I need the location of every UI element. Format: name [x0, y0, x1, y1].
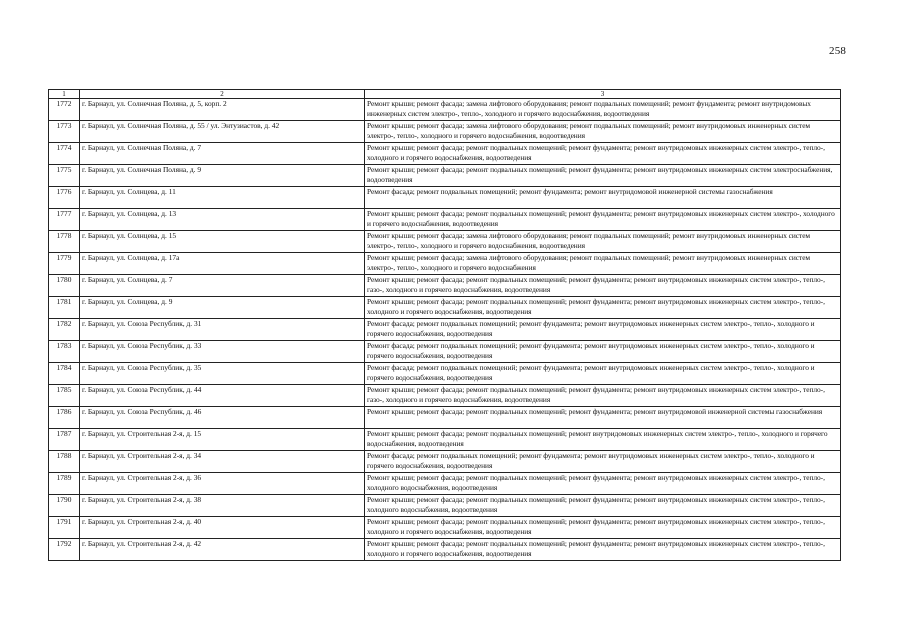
- row-number: 1784: [49, 363, 80, 385]
- row-number: 1772: [49, 99, 80, 121]
- row-number: 1778: [49, 231, 80, 253]
- address-cell: г. Барнаул, ул. Строительная 2-я, д. 42: [80, 539, 365, 561]
- works-cell: Ремонт крыши; ремонт фасада; замена лифтового оборудования; ремонт подвальных помещений; ремонт внутридомовых инженерных систем электро-, тепло-, холодного и горячего водоснабжения, водоотведения: [365, 231, 841, 253]
- table-row: [49, 341, 841, 363]
- row-number: 1779: [49, 253, 80, 275]
- column-header: 2: [80, 90, 365, 99]
- row-number: 1782: [49, 319, 80, 341]
- address-cell: г. Барнаул, ул. Строительная 2-я, д. 38: [80, 495, 365, 517]
- address-cell: г. Барнаул, ул. Солнечная Поляна, д. 5, корп. 2: [80, 99, 365, 121]
- address-cell: г. Барнаул, ул. Солнцева, д. 17а: [80, 253, 365, 275]
- works-cell: Ремонт крыши; ремонт фасада; ремонт подвальных помещений; ремонт фундамента; ремонт внутридомовых инженерных систем электро-, тепло-, холодного водоснабжения, водоотведения: [365, 473, 841, 495]
- works-cell: Ремонт крыши; ремонт фасада; ремонт подвальных помещений; ремонт фундамента; ремонт внутридомовых инженерных систем электро-, тепло-, холодного водоснабжения, водоотведения: [365, 495, 841, 517]
- table-row: [49, 143, 841, 165]
- row-number: 1773: [49, 121, 80, 143]
- table-row: [49, 539, 841, 561]
- address-cell: г. Барнаул, ул. Солнечная Поляна, д. 55 / ул. Энтузиастов, д. 42: [80, 121, 365, 143]
- table-row: [49, 209, 841, 231]
- row-number: 1792: [49, 539, 80, 561]
- works-cell: Ремонт крыши; ремонт фасада; ремонт подвальных помещений; ремонт фундамента; ремонт внутридомовых инженерных систем электро-, тепло-, холодного и горячего водоснабжения, водоотведения: [365, 539, 841, 561]
- row-number: 1774: [49, 143, 80, 165]
- row-number: 1787: [49, 429, 80, 451]
- table-row: [49, 429, 841, 451]
- works-cell: Ремонт фасада; ремонт подвальных помещений; ремонт фундамента; ремонт внутридомовых инженерных систем электро-, тепло-, холодного и горячего водоснабжения, водоотведения: [365, 363, 841, 385]
- address-cell: г. Барнаул, ул. Солнцева, д. 9: [80, 297, 365, 319]
- table-row: [49, 297, 841, 319]
- table-row: [49, 363, 841, 385]
- row-number: 1788: [49, 451, 80, 473]
- page-number: 258: [829, 45, 847, 57]
- address-cell: г. Барнаул, ул. Союза Республик, д. 44: [80, 385, 365, 407]
- address-cell: г. Барнаул, ул. Солнцева, д. 15: [80, 231, 365, 253]
- row-number: 1785: [49, 385, 80, 407]
- address-cell: г. Барнаул, ул. Солнечная Поляна, д. 9: [80, 165, 365, 187]
- address-cell: г. Барнаул, ул. Союза Республик, д. 31: [80, 319, 365, 341]
- table-header-row: [49, 90, 841, 99]
- address-cell: г. Барнаул, ул. Союза Республик, д. 33: [80, 341, 365, 363]
- works-cell: Ремонт фасада; ремонт подвальных помещений; ремонт фундамента; ремонт внутридомовых инженерных систем электро-, тепло-, холодного и горячего водоснабжения, водоотведения: [365, 341, 841, 363]
- row-number: 1789: [49, 473, 80, 495]
- row-number: 1783: [49, 341, 80, 363]
- works-cell: Ремонт фасада; ремонт подвальных помещений; ремонт фундамента; ремонт внутридомовых инженерных систем электро-, тепло-, холодного и горячего водоснабжения, водоотведения: [365, 451, 841, 473]
- row-number: 1791: [49, 517, 80, 539]
- works-cell: Ремонт крыши; ремонт фасада; ремонт подвальных помещений; ремонт внутридомовых инженерных систем электро-, тепло-, холодного и горячего водоснабжения, водоотведения: [365, 429, 841, 451]
- table-row: [49, 385, 841, 407]
- table-row: [49, 407, 841, 429]
- row-number: 1781: [49, 297, 80, 319]
- table-row: [49, 99, 841, 121]
- works-cell: Ремонт крыши; ремонт фасада; замена лифтового оборудования; ремонт подвальных помещений; ремонт внутридомовых инженерных систем электро-, тепло-, холодного и горячего водоснабжения: [365, 253, 841, 275]
- address-cell: г. Барнаул, ул. Союза Республик, д. 35: [80, 363, 365, 385]
- table-row: [49, 473, 841, 495]
- table-row: [49, 165, 841, 187]
- table-row: [49, 495, 841, 517]
- registry-table: [48, 89, 841, 561]
- table-row: [49, 121, 841, 143]
- row-number: 1790: [49, 495, 80, 517]
- address-cell: г. Барнаул, ул. Солнцева, д. 13: [80, 209, 365, 231]
- works-cell: Ремонт крыши; ремонт фасада; ремонт подвальных помещений; ремонт фундамента; ремонт внутридомовой инженерной системы газоснабжения: [365, 407, 841, 429]
- table-row: [49, 275, 841, 297]
- works-cell: Ремонт фасада; ремонт подвальных помещений; ремонт фундамента; ремонт внутридомовой инженерной системы газоснабжения: [365, 187, 841, 209]
- works-cell: Ремонт крыши; ремонт фасада; ремонт подвальных помещений; ремонт фундамента; ремонт внутридомовых инженерных систем электро-, тепло-, газо-, холодного и горячего водоснабжения, водоотведения: [365, 385, 841, 407]
- table-row: [49, 451, 841, 473]
- address-cell: г. Барнаул, ул. Строительная 2-я, д. 36: [80, 473, 365, 495]
- works-cell: Ремонт крыши; ремонт фасада; ремонт подвальных помещений; ремонт фундамента; ремонт внутридомовых инженерных систем электроснабжения, водоотведения: [365, 165, 841, 187]
- works-cell: Ремонт крыши; ремонт фасада; ремонт подвальных помещений; ремонт фундамента; ремонт внутридомовых инженерных систем электро-, тепло-, газо-, холодного и горячего водоснабжения, водоотведения: [365, 275, 841, 297]
- works-cell: Ремонт крыши; ремонт фасада; ремонт подвальных помещений; ремонт фундамента; ремонт внутридомовых инженерных систем электро-, тепло-, холодного и горячего водоснабжения, водоотведения: [365, 143, 841, 165]
- works-cell: Ремонт фасада; ремонт подвальных помещений; ремонт фундамента; ремонт внутридомовых инженерных систем электро-, тепло-, холодного и горячего водоснабжения, водоотведения: [365, 319, 841, 341]
- works-cell: Ремонт крыши; ремонт фасада; замена лифтового оборудования; ремонт подвальных помещений; ремонт внутридомовых инженерных систем электро-, тепло-, холодного и горячего водоснабжения, водоотведения: [365, 121, 841, 143]
- works-cell: Ремонт крыши; ремонт фасада; ремонт подвальных помещений; ремонт фундамента; ремонт внутридомовых инженерных систем электро-, тепло-, холодного и горячего водоснабжения, водоотведения: [365, 517, 841, 539]
- address-cell: г. Барнаул, ул. Союза Республик, д. 46: [80, 407, 365, 429]
- column-header: 3: [365, 90, 841, 99]
- table-row: [49, 253, 841, 275]
- address-cell: г. Барнаул, ул. Строительная 2-я, д. 34: [80, 451, 365, 473]
- row-number: 1775: [49, 165, 80, 187]
- table-row: [49, 187, 841, 209]
- works-cell: Ремонт крыши; ремонт фасада; ремонт подвальных помещений; ремонт фундамента; ремонт внутридомовых инженерных систем электро-, тепло-, холодного и горячего водоснабжения, водоотведения: [365, 297, 841, 319]
- row-number: 1777: [49, 209, 80, 231]
- address-cell: г. Барнаул, ул. Солнцева, д. 7: [80, 275, 365, 297]
- column-header: 1: [49, 90, 80, 99]
- row-number: 1780: [49, 275, 80, 297]
- address-cell: г. Барнаул, ул. Строительная 2-я, д. 40: [80, 517, 365, 539]
- row-number: 1776: [49, 187, 80, 209]
- table-row: [49, 231, 841, 253]
- address-cell: г. Барнаул, ул. Строительная 2-я, д. 15: [80, 429, 365, 451]
- row-number: 1786: [49, 407, 80, 429]
- works-cell: Ремонт крыши; ремонт фасада; замена лифтового оборудования; ремонт подвальных помещений; ремонт фундамента; ремонт внутридомовых инженерных систем электро-, тепло-, холодного и горячего водоснабжения, водоотведения: [365, 99, 841, 121]
- works-cell: Ремонт крыши; ремонт фасада; ремонт подвальных помещений; ремонт фундамента; ремонт внутридомовых инженерных систем электро-, холодного и горячего водоснабжения, водоотведения: [365, 209, 841, 231]
- address-cell: г. Барнаул, ул. Солнцева, д. 11: [80, 187, 365, 209]
- address-cell: г. Барнаул, ул. Солнечная Поляна, д. 7: [80, 143, 365, 165]
- table-row: [49, 319, 841, 341]
- table-row: [49, 517, 841, 539]
